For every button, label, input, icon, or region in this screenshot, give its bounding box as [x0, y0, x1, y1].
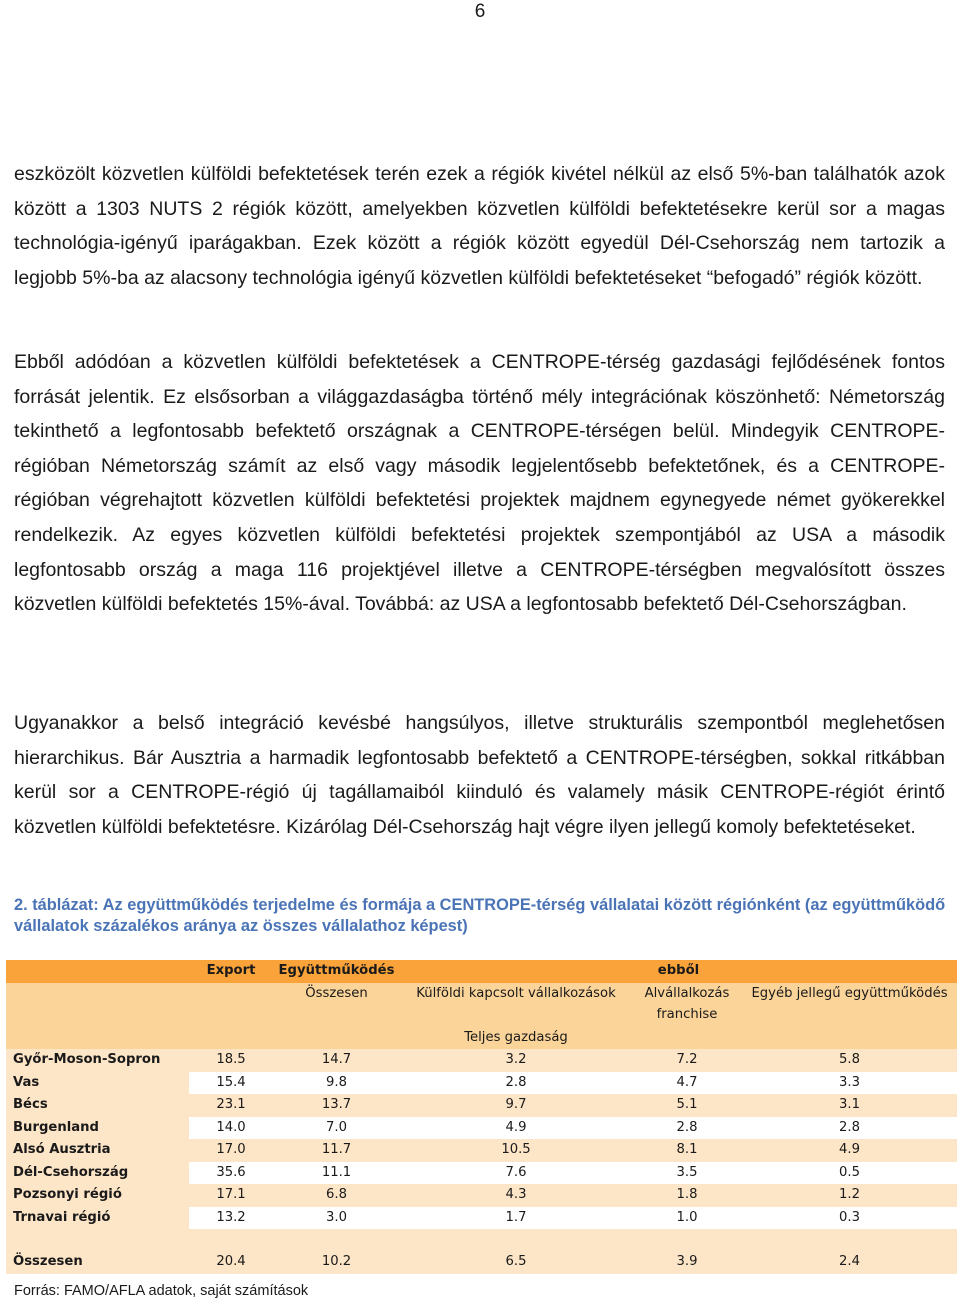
section-blank: [6, 1027, 400, 1050]
cell-export: 23.1: [189, 1094, 273, 1117]
total-sub: 3.9: [632, 1251, 742, 1274]
subheader-subcontract: Alvállalkozás franchise: [632, 983, 742, 1027]
paragraph-1: eszközölt közvetlen külföldi befektetések terén ezek a régiók kivétel nélkül az első 5%-ban találhatók azok között a 1303 NUTS 2 régiók között, amelyekben közvetlen külföldi befektetésekre kerül sor a magas technológia-igényű iparágakban. Ezek között a régiók között egyedül Dél-Csehország nem tartozik a legjobb 5%-ba az alacsony technológia igényű közvetlen külföldi befektetéseket “befogadó” régiók között.: [14, 163, 945, 289]
row-region: Alsó Ausztria: [6, 1139, 189, 1162]
table-total-row: [6, 1251, 957, 1274]
table-row: [6, 1094, 957, 1117]
cell-foreign: 4.3: [400, 1184, 632, 1207]
cell-foreign: 4.9: [400, 1117, 632, 1140]
header-of-which: ebből: [400, 960, 957, 983]
cell-other: 2.8: [742, 1117, 957, 1140]
cooperation-table: [6, 960, 957, 1274]
cell-coop: 13.7: [273, 1094, 400, 1117]
row-region: Győr-Moson-Sopron: [6, 1049, 189, 1072]
cell-export: 17.0: [189, 1139, 273, 1162]
total-coop: 10.2: [273, 1251, 400, 1274]
row-region: Vas: [6, 1072, 189, 1095]
cell-export: 17.1: [189, 1184, 273, 1207]
cell-foreign: 3.2: [400, 1049, 632, 1072]
total-other: 2.4: [742, 1251, 957, 1274]
cell-coop: 11.7: [273, 1139, 400, 1162]
header-region-blank: [6, 960, 189, 983]
cell-coop: 9.8: [273, 1072, 400, 1095]
header-export: Export: [189, 960, 273, 983]
cell-other: 3.1: [742, 1094, 957, 1117]
data-table-container: [6, 960, 957, 1274]
table-row: [6, 1184, 957, 1207]
cell-other: 3.3: [742, 1072, 957, 1095]
cell-foreign: 2.8: [400, 1072, 632, 1095]
table-header-row: [6, 960, 957, 983]
cell-foreign: 1.7: [400, 1207, 632, 1230]
header-cooperation: Együttműködés: [273, 960, 400, 983]
cell-other: 1.2: [742, 1184, 957, 1207]
subheader-foreign: Külföldi kapcsolt vállalkozások: [400, 983, 632, 1027]
row-region: Trnavai régió: [6, 1207, 189, 1230]
total-foreign: 6.5: [400, 1251, 632, 1274]
row-region: Bécs: [6, 1094, 189, 1117]
cell-export: 15.4: [189, 1072, 273, 1095]
cell-coop: 3.0: [273, 1207, 400, 1230]
subheader-blank-1: [6, 983, 189, 1027]
table-caption: 2. táblázat: Az együttműködés terjedelme és formája a CENTROPE-térség vállalatai között régiónként (az együttműködő vállalatok százalékos aránya az összes vállalathoz képest): [14, 896, 946, 935]
cell-foreign: 9.7: [400, 1094, 632, 1117]
cell-other: 5.8: [742, 1049, 957, 1072]
cell-coop: 7.0: [273, 1117, 400, 1140]
table-row: [6, 1162, 957, 1185]
table-row: [6, 1207, 957, 1230]
spacer-cell: [400, 1229, 632, 1251]
cell-sub: 3.5: [632, 1162, 742, 1185]
row-region: Dél-Csehország: [6, 1162, 189, 1185]
cell-sub: 8.1: [632, 1139, 742, 1162]
cell-sub: 4.7: [632, 1072, 742, 1095]
paragraph-3: Ugyanakkor a belső integráció kevésbé hangsúlyos, illetve strukturális szempontból meglehetősen hierarchikus. Bár Ausztria a harmadik legfontosabb befektető a CENTROPE-térségben, sokkal ritkábban kerül sor a CENTROPE-régió új tagállamaiból kiinduló és valamely másik CENTROPE-régiót érintő közvetlen külföldi befektetésre. Kizárólag Dél-Csehország hajt végre ilyen jellegű komoly befektetéseket.: [14, 712, 945, 838]
cell-coop: 14.7: [273, 1049, 400, 1072]
total-label: Összesen: [6, 1251, 189, 1274]
cell-coop: 6.8: [273, 1184, 400, 1207]
cell-other: 4.9: [742, 1139, 957, 1162]
cell-other: 0.3: [742, 1207, 957, 1230]
row-region: Pozsonyi régió: [6, 1184, 189, 1207]
total-export: 20.4: [189, 1251, 273, 1274]
source-note: Forrás: FAMO/AFLA adatok, saját számítások: [14, 1283, 309, 1299]
table-subheader-row: [6, 983, 957, 1027]
table-row: [6, 1049, 957, 1072]
spacer-cell: [189, 1229, 273, 1251]
section-blank-right: [632, 1027, 957, 1050]
subheader-total: Összesen: [273, 983, 400, 1027]
cell-sub: 2.8: [632, 1117, 742, 1140]
subheader-blank-2: [189, 983, 273, 1027]
table-row: [6, 1072, 957, 1095]
cell-sub: 1.8: [632, 1184, 742, 1207]
table-row: [6, 1139, 957, 1162]
spacer-cell: [742, 1229, 957, 1251]
cell-sub: 7.2: [632, 1049, 742, 1072]
table-row: [6, 1117, 957, 1140]
cell-sub: 1.0: [632, 1207, 742, 1230]
cell-foreign: 10.5: [400, 1139, 632, 1162]
cell-foreign: 7.6: [400, 1162, 632, 1185]
page-number: 6: [474, 1, 486, 22]
cell-export: 13.2: [189, 1207, 273, 1230]
cell-export: 14.0: [189, 1117, 273, 1140]
cell-export: 35.6: [189, 1162, 273, 1185]
spacer-cell: [273, 1229, 400, 1251]
cell-sub: 5.1: [632, 1094, 742, 1117]
section-label: Teljes gazdaság: [400, 1027, 632, 1050]
cell-export: 18.5: [189, 1049, 273, 1072]
table-section-row: [6, 1027, 957, 1050]
row-region: Burgenland: [6, 1117, 189, 1140]
paragraph-2: Ebből adódóan a közvetlen külföldi befektetések a CENTROPE-térség gazdasági fejlődésének fontos forrását jelentik. Ez elsősorban a világgazdaságba történő mély integrációnak köszönhető: Németország tekinthető a legfontosabb befektető országnak a CENTROPE-térségen belül. Mindegyik CENTROPE-régióban Németország számít az első vagy második legjelentősebb befektetőnek, és a CENTROPE-régióban végrehajtott közvetlen külföldi befektetési projektek majdnem egynegyede német gyökerekkel rendelkezik. Az egyes közvetlen külföldi befektetési projektek szempontjából az USA a második legfontosabb ország a maga 116 projektjével illetve a CENTROPE-térségben megvalósított összes közvetlen külföldi befektetés 15%-ával. Továbbá: az USA a legfontosabb befektető Dél-Csehországban.: [14, 351, 945, 616]
cell-other: 0.5: [742, 1162, 957, 1185]
subheader-other: Egyéb jellegű együttműködés: [742, 983, 957, 1027]
spacer-cell: [6, 1229, 189, 1251]
cell-coop: 11.1: [273, 1162, 400, 1185]
spacer-cell: [632, 1229, 742, 1251]
table-spacer-row: [6, 1229, 957, 1251]
